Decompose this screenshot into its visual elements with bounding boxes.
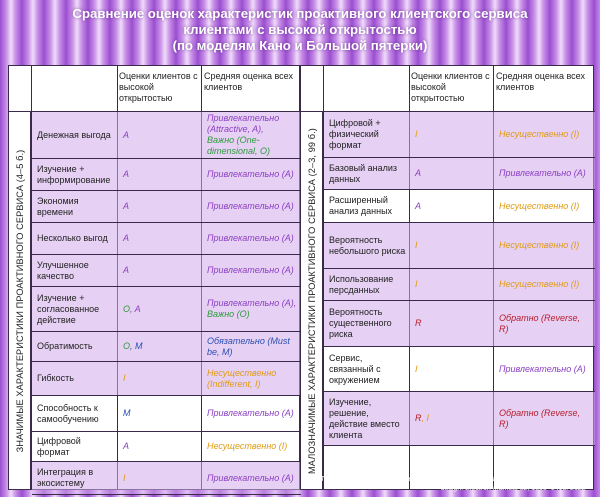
table-row (32, 396, 301, 432)
average-rating-text: Несущественно (I) (499, 240, 580, 250)
rating-letter: I (123, 472, 126, 483)
group-label-significant (9, 112, 31, 489)
rating-letter: A (123, 129, 130, 140)
feature-name: Изучение + согласованное действие (37, 292, 100, 325)
table-row (324, 301, 595, 347)
table-row (32, 112, 301, 159)
rating-letter: R (415, 413, 422, 423)
rating-letter: O (123, 303, 131, 314)
table-row (32, 223, 301, 255)
rating-letter: I (415, 129, 418, 139)
feature-name: Использование персданных (329, 273, 394, 295)
average-rating-text: Обязательно (Must be, M) (207, 335, 290, 357)
rating-letter: O (123, 341, 131, 351)
average-rating (202, 332, 301, 361)
average-rating-text: Привлекательно (A), (207, 298, 297, 308)
open-clients-rating (410, 190, 494, 222)
header-open-clients: Оценки клиентов с высокой открытостью (119, 71, 198, 103)
open-clients-rating (118, 223, 202, 254)
open-clients-rating (118, 432, 202, 461)
average-rating-text: Важно (One-dimensional, O) (207, 135, 271, 156)
open-clients-rating (410, 158, 494, 189)
average-rating (202, 396, 301, 431)
average-rating (494, 301, 595, 346)
table-header (301, 66, 595, 112)
rating-letter: I (123, 373, 126, 383)
table-row (324, 269, 595, 301)
average-rating-text: Привлекательно (A) (499, 168, 586, 178)
feature-name: Способность к самообучению (37, 402, 99, 424)
title-line-2: клиентами с высокой открытостью (183, 22, 417, 37)
open-clients-rating (118, 255, 202, 286)
open-clients-rating (118, 396, 202, 431)
average-rating-text: Привлекательно (A) (207, 169, 294, 179)
feature-name: Денежная выгода (37, 129, 111, 140)
average-rating (494, 158, 595, 189)
average-rating-text: Привлекательно (A) (207, 408, 294, 418)
table-row (32, 332, 301, 362)
average-rating (202, 255, 301, 286)
group-label-text: МАЛОЗНАЧИМЫЕ ХАРАКТЕРИСТИКИ ПРОАКТИВНОГО СЕРВИСА (2–3, 99 б.) (306, 127, 317, 474)
average-rating-text: Несущественно (Indifferent, I) (207, 367, 277, 389)
feature-name: Вероятность небольшого риска (329, 234, 406, 256)
open-clients-rating (410, 301, 494, 346)
open-clients-rating (410, 392, 494, 445)
significant-features-table (8, 65, 300, 490)
title-line-3: (по моделям Кано и Большой пятерки) (172, 38, 428, 53)
average-rating (494, 112, 595, 157)
open-clients-rating (118, 362, 202, 395)
open-clients-rating (118, 462, 202, 494)
average-rating-text: Обратно (Reverse, R) (499, 407, 581, 429)
rating-letter: A (415, 200, 422, 211)
average-rating-text: Важно (O) (207, 309, 250, 319)
rating-letter: A (415, 168, 422, 178)
average-rating-text: Несущественно (I) (207, 441, 288, 451)
table-row (32, 255, 301, 287)
rating-letter: , M (130, 341, 143, 351)
average-rating (494, 347, 595, 391)
header-avg-all: Средняя оценка всех клиентов (496, 71, 585, 92)
header-avg-all: Средняя оценка всех клиентов (204, 71, 293, 92)
rating-letter: A (123, 169, 130, 179)
table-row (32, 287, 301, 332)
feature-name: Улучшенное качество (37, 259, 89, 281)
table-row (32, 432, 301, 462)
open-clients-rating (410, 347, 494, 391)
average-rating-text: Привлекательно (A) (207, 233, 294, 243)
table-row (32, 462, 301, 495)
average-rating-text: Привлекательно (A) (207, 201, 294, 211)
average-rating (202, 432, 301, 461)
average-rating-text: Привлекательно (Attractive, A), (207, 113, 280, 134)
table-row (324, 190, 595, 223)
source-credit: Табл. 3 и 4 в Wenninger, A. et al. Improving customer satisfaction in proactive service design. Electron Markets 32, 1399–1418. 2022 (320, 476, 586, 492)
table-row (324, 392, 595, 446)
table-row (324, 347, 595, 392)
average-rating-text: Несущественно (I) (499, 279, 580, 289)
open-clients-rating (118, 159, 202, 190)
table-row (324, 112, 595, 158)
feature-name: Интеграция в экосистему (37, 467, 94, 488)
rating-letter: M (123, 408, 131, 418)
group-label-minor (301, 112, 323, 489)
feature-name: Изучение + информирование (37, 163, 111, 185)
rating-letter: , I (421, 413, 430, 423)
average-rating (202, 362, 301, 395)
average-rating (494, 269, 595, 300)
average-rating-text: Привлекательно (A) (207, 472, 294, 483)
average-rating (494, 223, 595, 268)
average-rating (494, 392, 595, 445)
group-label-text: ЗНАЧИМЫЕ ХАРАКТЕРИСТИКИ ПРОАКТИВНОГО СЕРВИСА (4–5 б.) (14, 149, 25, 452)
open-clients-rating (118, 287, 202, 331)
rating-letter: A (123, 441, 130, 451)
rating-letter: I (415, 279, 418, 289)
average-rating-text: Обратно (Reverse, R) (499, 312, 581, 334)
rating-letter: R (415, 318, 422, 328)
feature-name: Несколько выгод (37, 233, 108, 243)
table-row (324, 158, 595, 190)
open-clients-rating (118, 191, 202, 222)
average-rating-text: Несущественно (I) (499, 129, 580, 139)
header-open-clients: Оценки клиентов с высокой открытостью (411, 71, 490, 103)
open-clients-rating (118, 332, 202, 361)
feature-name: Цифровой формат (37, 435, 81, 457)
average-rating (202, 223, 301, 254)
feature-name: Расширенный анализ данных (329, 195, 393, 216)
feature-name: Изучение, решение, действие вместо клиента (329, 396, 400, 440)
page-title (0, 6, 600, 54)
table-row (32, 362, 301, 396)
feature-name: Базовый анализ данных (329, 162, 398, 184)
average-rating (202, 287, 301, 331)
average-rating (494, 190, 595, 222)
average-rating (202, 159, 301, 190)
feature-name: Гибкость (37, 373, 74, 383)
open-clients-rating (118, 112, 202, 158)
open-clients-rating (410, 223, 494, 268)
average-rating-text: Привлекательно (A) (499, 363, 586, 374)
title-line-1: Сравнение оценок характеристик проактивного клиентского сервиса (72, 6, 528, 21)
average-rating (202, 462, 301, 494)
rating-letter: A (123, 201, 130, 211)
feature-name: Экономия времени (37, 195, 79, 217)
table-row (32, 159, 301, 191)
rating-letter: I (415, 363, 418, 374)
table-row (324, 223, 595, 269)
average-rating (202, 112, 301, 158)
rating-letter: , A (130, 303, 141, 314)
rating-letter: I (415, 240, 418, 250)
feature-name: Сервис, связанный с окружением (329, 352, 381, 385)
minor-features-table (300, 65, 594, 490)
average-rating-text: Привлекательно (A) (207, 265, 294, 275)
average-rating-text: Несущественно (I) (499, 200, 580, 211)
table-header (9, 66, 301, 112)
feature-name: Обратимость (37, 341, 93, 351)
average-rating (202, 191, 301, 222)
open-clients-rating (410, 269, 494, 300)
table-row (32, 191, 301, 223)
rating-letter: A (123, 233, 130, 243)
feature-name: Цифровой + физический формат (329, 118, 381, 150)
open-clients-rating (410, 112, 494, 157)
rating-letter: A (123, 265, 130, 275)
feature-name: Вероятность существенного риска (329, 307, 392, 339)
